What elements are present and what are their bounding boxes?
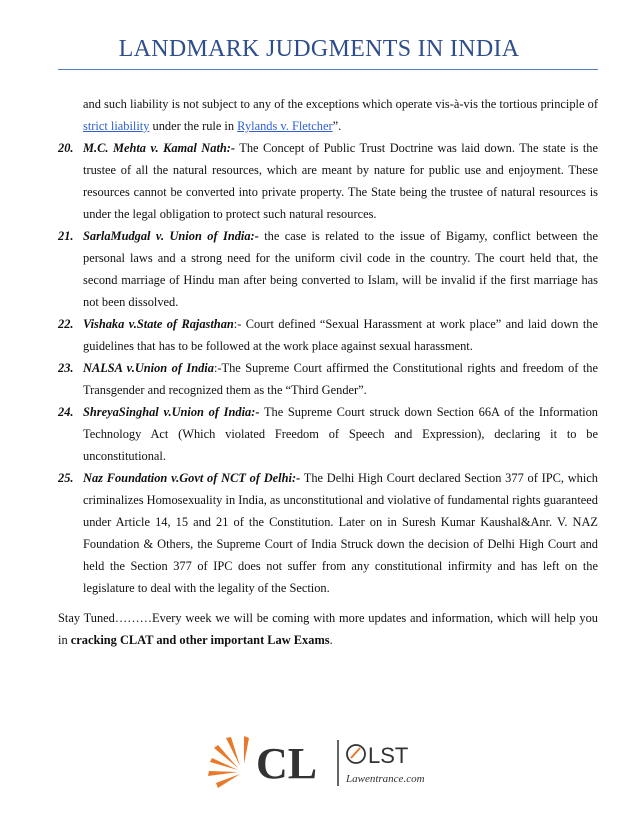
closing-text-after: . bbox=[329, 633, 333, 647]
footer-logo bbox=[200, 732, 440, 792]
case-name: NALSA v.Union of India bbox=[83, 361, 214, 375]
item-number: 25. bbox=[58, 471, 74, 485]
continuation-text-middle: under the rule in bbox=[149, 119, 238, 133]
case-name: M.C. Mehta v. Kamal Nath:- bbox=[83, 141, 236, 155]
logo-lst-text: LST bbox=[368, 743, 409, 768]
judgment-item-20 bbox=[58, 137, 598, 225]
case-name: Vishaka v.State of Rajasthan bbox=[83, 317, 234, 331]
item-number: 22. bbox=[58, 317, 74, 331]
lst-emblem-icon bbox=[347, 745, 365, 763]
logo-site-text: Lawentrance.com bbox=[346, 773, 425, 785]
case-summary: the case is related to the issue of Bigamy, conflict between the personal laws and a strong need for the uniform civil code in the country. The court held that, the second marriage of Hindu man after being converted to Islam, will be invalid if the first marriage has not been dissolved. bbox=[83, 229, 598, 309]
continuation-text-before: and such liability is not subject to any of the exceptions which operate vis-à-vis the tortious principle of bbox=[83, 97, 598, 111]
judgment-item-22 bbox=[58, 313, 598, 357]
case-summary: The Concept of Public Trust Doctrine was laid down. The state is the trustee of all the natural resources, which are meant by nature for public use and enjoyment. These resources cannot be converted into private property. The State being the trustee of natural resources is under the legal obligation to protect such natural resources. bbox=[83, 141, 599, 221]
judgment-item-21 bbox=[58, 225, 598, 313]
item-number: 24. bbox=[58, 405, 74, 419]
case-summary: The Supreme Court struck down Section 66A of the Information Technology Act (Which violated Freedom of Speech and Expression), declaring it to be unconstitutional. bbox=[83, 405, 599, 463]
case-summary: The Delhi High Court declared Section 377 of IPC, which criminalizes Homosexuality in India, as unconstitutional and violative of fundamental rights guaranteed under Article 14, 15 and 21 of the Constitution. Later on in Suresh Kumar Kaushal&Anr. V. NAZ Foundation & Others, the Supreme Court of India Struck down the decision of Delhi High Court and held the Section 377 of IPC does not suffer from any constitutional infirmity and has left on the legislature to deal with the legality of the Section. bbox=[83, 471, 599, 595]
case-summary: :-The Supreme Court affirmed the Constitutional rights and freedom of the Transgender and recognized them as the “Third Gender”. bbox=[83, 361, 599, 397]
continuation-paragraph bbox=[58, 93, 598, 137]
case-summary: :- Court defined “Sexual Harassment at work place” and laid down the guidelines that has to be followed at the work place against sexual harassment. bbox=[83, 317, 598, 353]
closing-paragraph bbox=[58, 607, 598, 651]
closing-text-before: Stay Tuned………Every week we will be coming with more updates and information, which will help you in bbox=[58, 611, 598, 647]
continuation-text-after: ”. bbox=[332, 119, 342, 133]
judgment-item-25 bbox=[58, 467, 598, 599]
strict-liability-link[interactable]: strict liability bbox=[83, 119, 150, 133]
rylands-fletcher-link[interactable]: Rylands v. Fletcher bbox=[237, 119, 333, 133]
title-underline bbox=[58, 69, 598, 70]
item-number: 21. bbox=[58, 229, 74, 243]
case-name: SarlaMudgal v. Union of India:- bbox=[83, 229, 259, 243]
judgment-item-24 bbox=[58, 401, 598, 467]
item-number: 23. bbox=[58, 361, 74, 375]
judgment-item-23 bbox=[58, 357, 598, 401]
page-title: LANDMARK JUDGMENTS IN INDIA bbox=[118, 36, 520, 62]
document-body bbox=[58, 93, 598, 651]
closing-emphasis: cracking CLAT and other important Law Exams bbox=[70, 633, 330, 647]
item-number: 20. bbox=[58, 141, 74, 155]
case-name: Naz Foundation v.Govt of NCT of Delhi:- bbox=[83, 471, 301, 485]
sunburst-icon bbox=[208, 736, 249, 788]
logo-cl-text: CL bbox=[256, 739, 318, 788]
case-name: ShreyaSinghal v.Union of India:- bbox=[83, 405, 260, 419]
